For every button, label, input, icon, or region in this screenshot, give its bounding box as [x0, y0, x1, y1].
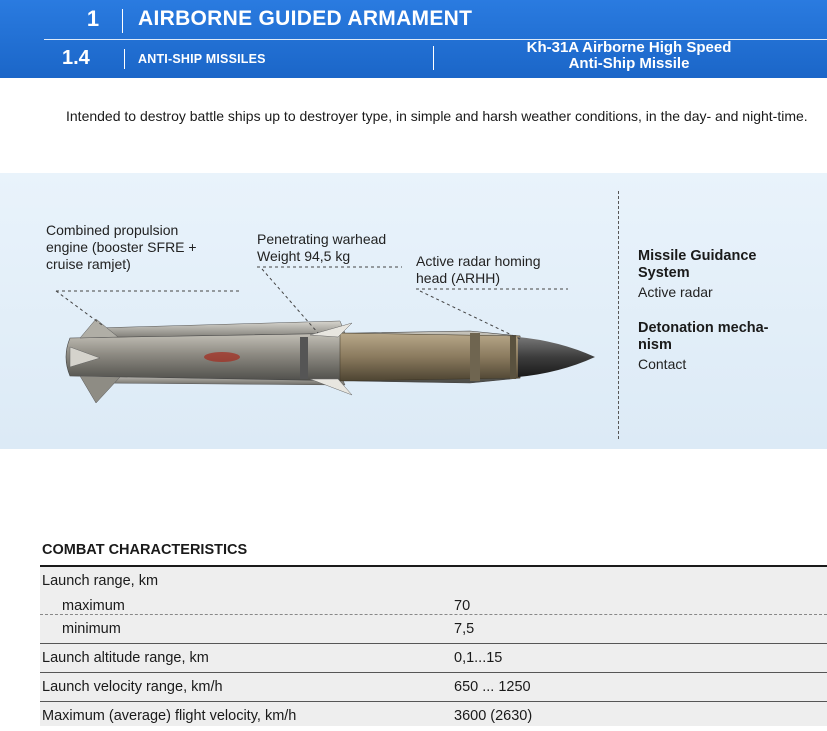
missile-name — [470, 40, 788, 72]
row-label: Maximum (average) flight velocity, km/h — [42, 708, 297, 724]
row-value: 3600 (2630) — [454, 708, 533, 724]
guidance-heading-line-1: Missile Guidance — [638, 248, 757, 264]
row-label: maximum — [62, 598, 125, 614]
callout-propulsion-line-3: cruise ramjet) — [46, 256, 131, 272]
missile-name-line-1: Kh-31A Airborne High Speed — [526, 39, 732, 56]
table-row — [40, 644, 827, 673]
chapter-number: 1 — [86, 6, 100, 31]
intro-text: Intended to destroy battle ships up to destroyer type, in simple and harsh weather conditions, in the day- and night-time. — [66, 108, 808, 124]
guidance-value: Active radar — [638, 284, 713, 300]
missile-name-line-2: Anti-Ship Missile — [568, 55, 690, 72]
row-label: Launch range, km — [42, 573, 159, 589]
row-label: Launch altitude range, km — [42, 650, 209, 666]
callout-propulsion — [46, 222, 246, 273]
chapter-title: AIRBORNE GUIDED ARMAMENT — [138, 7, 473, 30]
detonation-value: Contact — [638, 356, 687, 372]
detonation-heading-line-2: nism — [638, 337, 672, 353]
section-separator — [124, 49, 125, 69]
callout-propulsion-line-2: engine (booster SFRE + — [46, 239, 197, 255]
callout-warhead-line-1: Penetrating warhead — [257, 231, 387, 247]
table-row — [40, 702, 827, 731]
section-separator-right — [433, 46, 434, 70]
guidance-heading-line-2: System — [638, 265, 690, 281]
chapter-separator — [122, 9, 123, 33]
detonation-heading — [638, 320, 769, 354]
section-number: 1.4 — [62, 47, 90, 69]
callout-homing-line-2: head (ARHH) — [416, 270, 501, 286]
row-value: 650 ... 1250 — [454, 679, 531, 695]
row-value: 7,5 — [454, 621, 475, 637]
callout-homing-head — [416, 253, 586, 287]
table-row — [40, 673, 827, 702]
callout-propulsion-line-1: Combined propulsion — [46, 222, 179, 238]
table-row — [40, 615, 827, 644]
callout-warhead-line-2: Weight 94,5 kg — [257, 248, 351, 264]
figure-divider — [618, 191, 619, 439]
row-label: Launch velocity range, km/h — [42, 679, 223, 695]
missile-figure — [0, 173, 827, 449]
missile-illustration-icon — [0, 173, 620, 449]
section-title: ANTI-SHIP MISSILES — [138, 52, 266, 66]
row-value: 70 — [454, 598, 471, 614]
table-title: COMBAT CHARACTERISTICS — [42, 542, 248, 558]
page-header — [0, 0, 827, 78]
callout-homing-line-1: Active radar homing — [416, 253, 541, 269]
row-label: minimum — [62, 621, 121, 637]
callout-warhead — [257, 231, 427, 265]
row-value: 0,1...15 — [454, 650, 503, 666]
guidance-heading — [638, 248, 756, 282]
detonation-heading-line-1: Detonation mecha- — [638, 320, 769, 336]
